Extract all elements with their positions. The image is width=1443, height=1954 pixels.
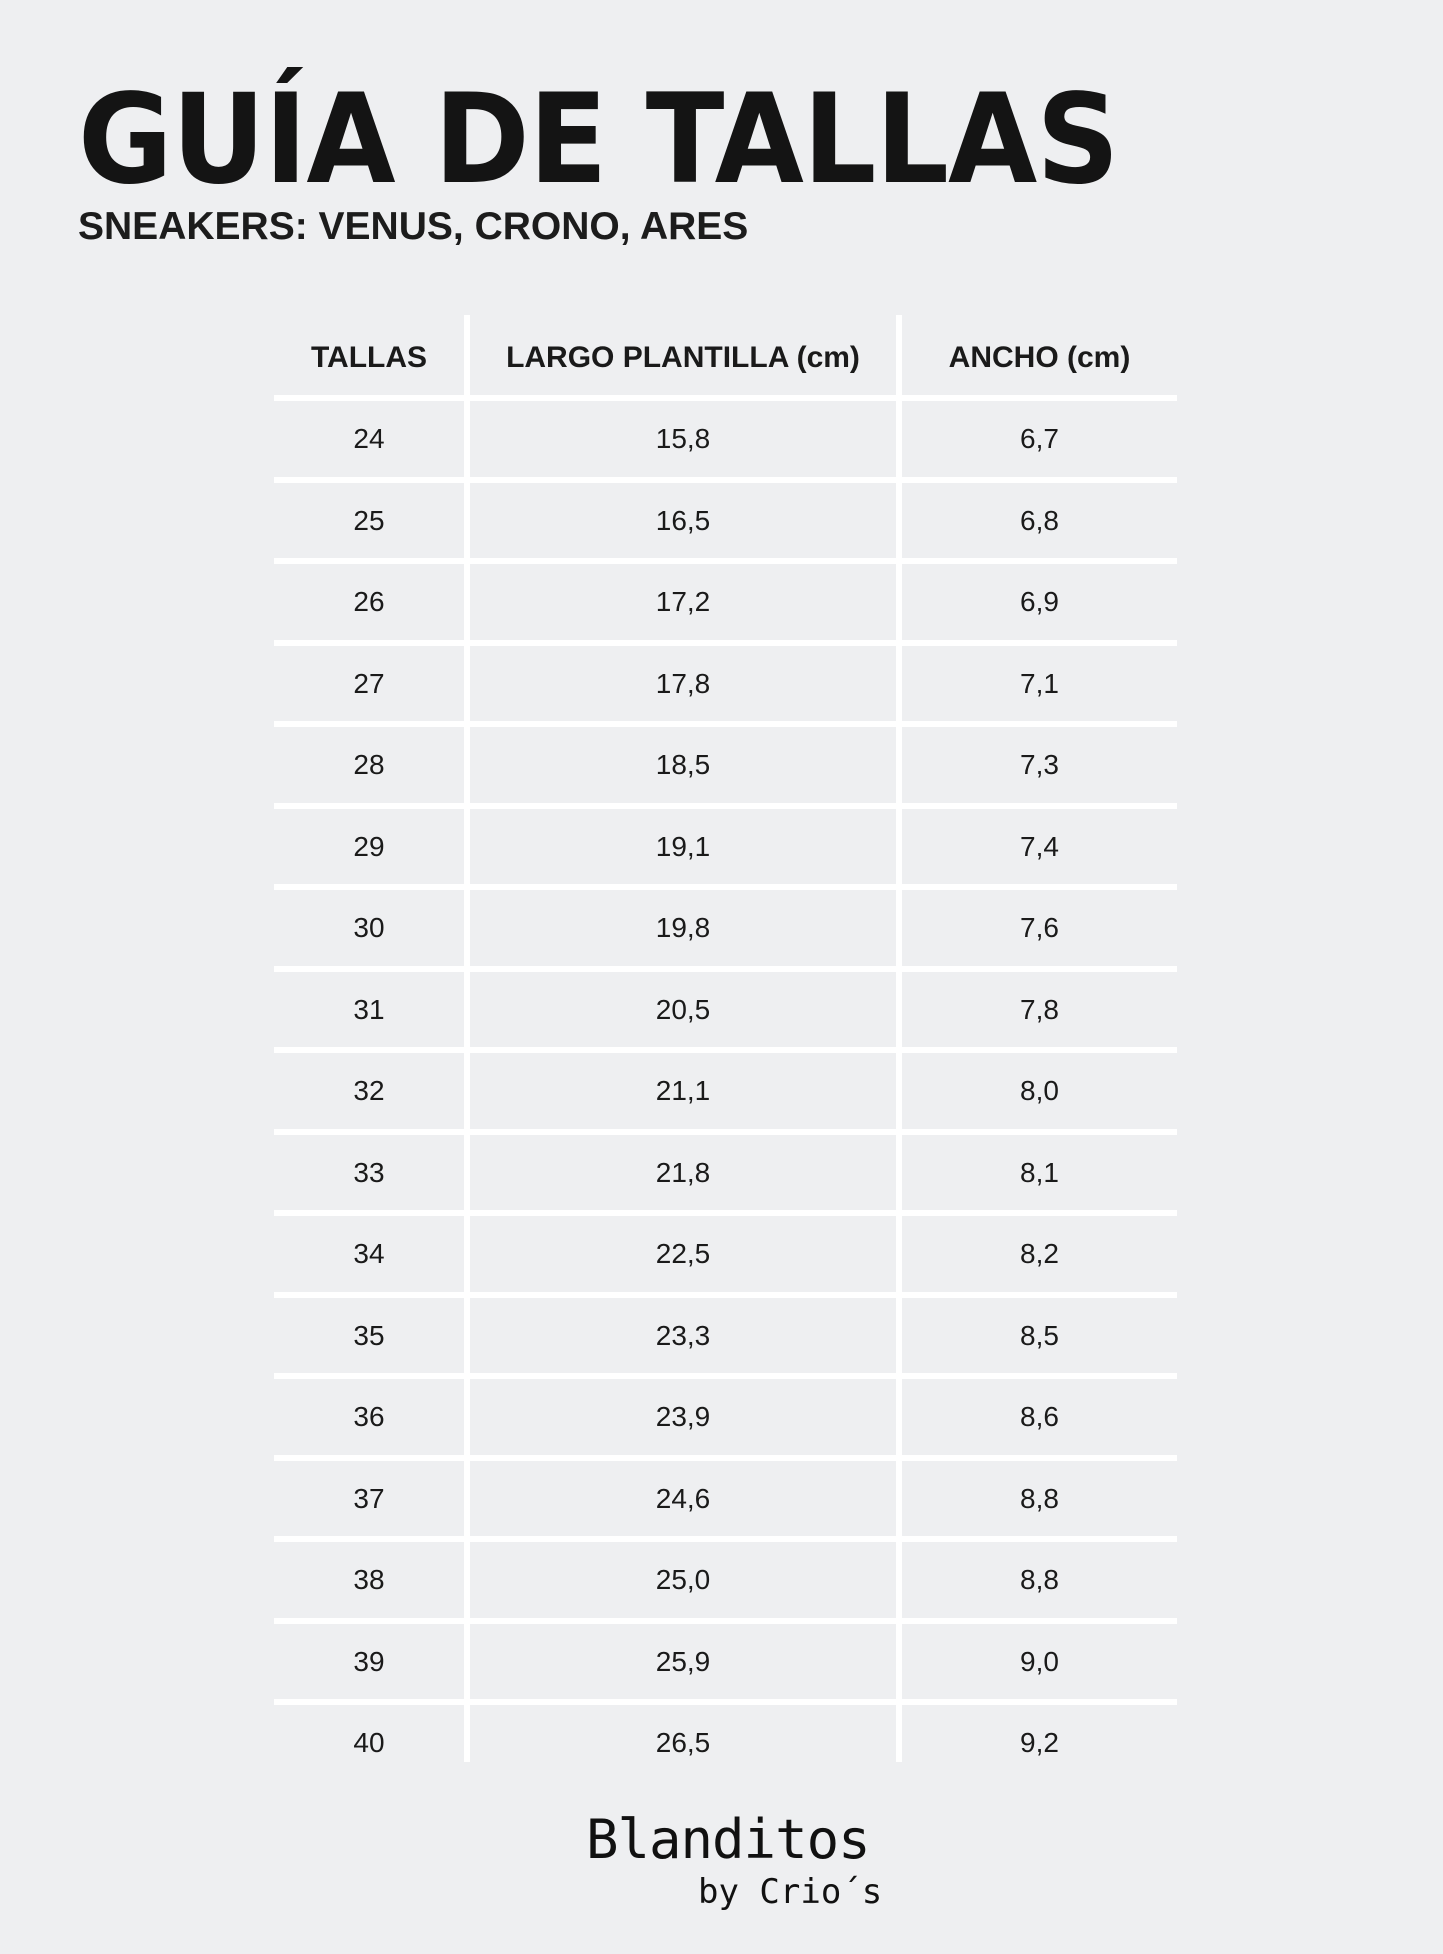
row-divider: [274, 884, 1177, 890]
talla-cell: 31: [353, 994, 385, 1025]
row-divider: [274, 640, 1177, 646]
header-tallas: TALLAS: [310, 341, 428, 374]
ancho-cell: 8,8: [1020, 1483, 1059, 1514]
talla-cell: 37: [353, 1483, 385, 1514]
row-divider: [274, 558, 1177, 564]
ancho-cell: 8,2: [1020, 1238, 1059, 1269]
header-ancho: ANCHO (cm): [948, 341, 1131, 374]
largo-cell: 23,9: [655, 1401, 711, 1432]
brand-tagline: by Crio´s: [698, 1872, 883, 1912]
largo-cell: 22,5: [655, 1238, 711, 1269]
row-divider: [274, 1455, 1177, 1461]
ancho-cell: 6,7: [1020, 423, 1059, 454]
row-divider: [274, 966, 1177, 972]
talla-cell: 39: [353, 1646, 385, 1677]
ancho-cell: 8,1: [1020, 1157, 1059, 1188]
ancho-cell: 6,8: [1020, 505, 1059, 536]
row-divider: [274, 721, 1177, 727]
talla-cell: 38: [353, 1564, 385, 1595]
ancho-cell: 7,3: [1020, 749, 1059, 780]
talla-cell: 27: [353, 668, 385, 699]
largo-cell: 25,0: [655, 1564, 711, 1595]
largo-cell: 16,5: [655, 505, 711, 536]
ancho-cell: 8,6: [1020, 1401, 1059, 1432]
largo-cell: 20,5: [655, 994, 711, 1025]
row-divider: [274, 1536, 1177, 1542]
row-divider: [274, 1210, 1177, 1216]
row-divider: [274, 803, 1177, 809]
row-divider: [274, 1047, 1177, 1053]
talla-cell: 32: [353, 1075, 385, 1106]
ancho-cell: 9,2: [1020, 1727, 1059, 1758]
brand-logo: [586, 1808, 882, 1912]
talla-cell: 36: [353, 1401, 385, 1432]
largo-cell: 15,8: [655, 423, 711, 454]
talla-cell: 24: [353, 423, 385, 454]
talla-cell: 26: [353, 586, 385, 617]
ancho-cell: 9,0: [1020, 1646, 1059, 1677]
largo-cell: 21,1: [655, 1075, 711, 1106]
ancho-cell: 6,9: [1020, 586, 1059, 617]
talla-cell: 33: [353, 1157, 385, 1188]
talla-cell: 30: [353, 912, 385, 943]
ancho-cell: 7,6: [1020, 912, 1059, 943]
largo-cell: 23,3: [655, 1320, 711, 1351]
ancho-cell: 7,1: [1020, 668, 1059, 699]
largo-cell: 17,8: [655, 668, 711, 699]
row-divider: [274, 1699, 1177, 1705]
talla-cell: 35: [353, 1320, 385, 1351]
row-divider: [274, 477, 1177, 483]
ancho-cell: 7,8: [1020, 994, 1059, 1025]
brand-name: Blanditos: [586, 1808, 870, 1871]
row-divider: [274, 395, 1177, 401]
largo-cell: 24,6: [655, 1483, 711, 1514]
talla-cell: 34: [353, 1238, 385, 1269]
page-title: GUÍA DE TALLAS: [78, 68, 1119, 212]
row-divider: [274, 1129, 1177, 1135]
largo-cell: 26,5: [655, 1727, 711, 1758]
ancho-cell: 7,4: [1020, 831, 1059, 862]
largo-cell: 17,2: [655, 586, 711, 617]
largo-cell: 18,5: [655, 749, 711, 780]
talla-cell: 40: [353, 1727, 385, 1758]
ancho-cell: 8,8: [1020, 1564, 1059, 1595]
talla-cell: 25: [353, 505, 385, 536]
row-divider: [274, 1292, 1177, 1298]
ancho-cell: 8,5: [1020, 1320, 1059, 1351]
largo-cell: 25,9: [655, 1646, 711, 1677]
size-table: [274, 315, 1177, 1762]
ancho-cell: 8,0: [1020, 1075, 1059, 1106]
largo-cell: 19,1: [655, 831, 711, 862]
talla-cell: 29: [353, 831, 385, 862]
page-subtitle: SNEAKERS: VENUS, CRONO, ARES: [78, 205, 749, 248]
talla-cell: 28: [353, 749, 385, 780]
largo-cell: 19,8: [655, 912, 711, 943]
row-divider: [274, 1618, 1177, 1624]
row-divider: [274, 1373, 1177, 1379]
header-largo-plantilla: LARGO PLANTILLA (cm): [506, 341, 860, 374]
largo-cell: 21,8: [655, 1157, 711, 1188]
